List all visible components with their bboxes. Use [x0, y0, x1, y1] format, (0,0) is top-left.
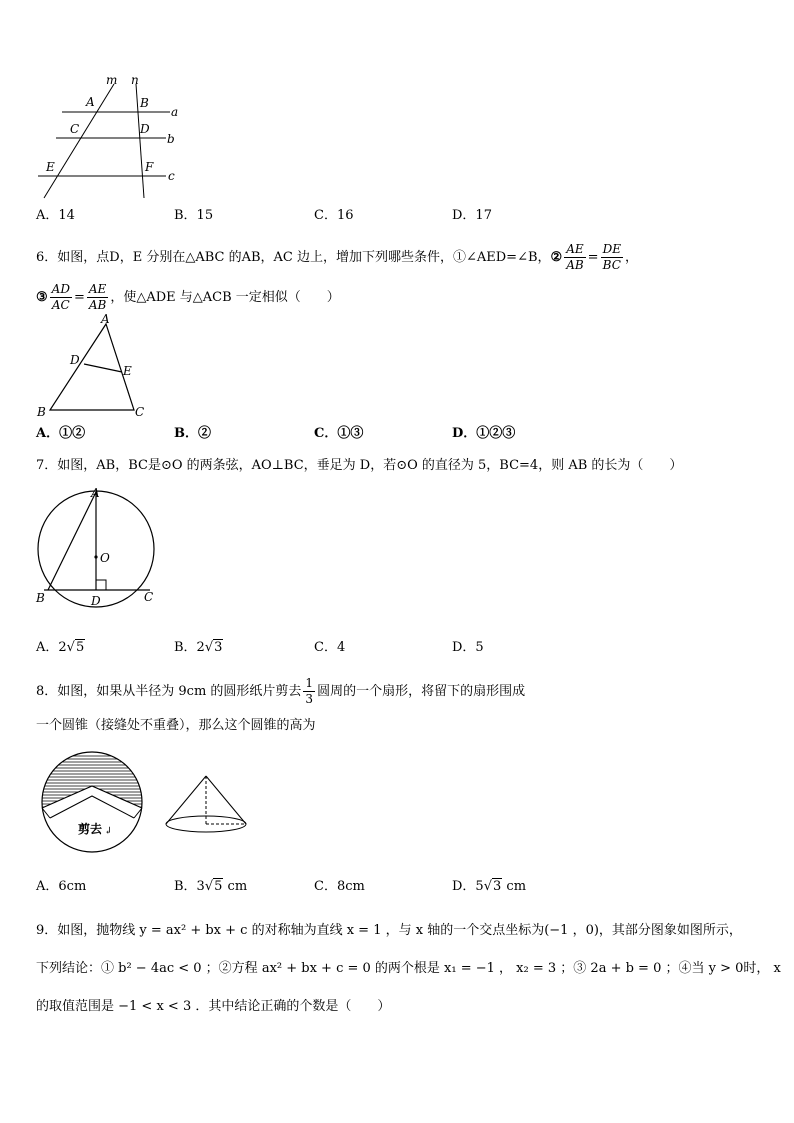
q7-label-D: D — [91, 594, 101, 608]
q5-label-F: F — [145, 160, 154, 174]
q6-frac-ad-ac: $\frac{AD}{AC}$ — [51, 282, 70, 312]
q6-frac-ae-ab-2: $\frac{AE}{AB}$ — [88, 282, 107, 312]
q8-stem-line1: 8．如图，如果从半径为 9cm 的圆形纸片剪去 $\frac{1}{3}$ 圆周的一个扇形，将留下的扇形围成 — [36, 676, 526, 706]
q6-option-c: C．①③ — [314, 426, 364, 441]
q9-stem-line2: 下列结论：① b² − 4ac < 0 ；②方程 ax² + bx + c = 0 的两个根是 x₁ = −1 ， x₂ = 3 ；③ 2a + b = 0 ；④当 y > 0时， x — [36, 961, 781, 976]
q7-label-O: O — [100, 551, 110, 565]
q6-stem-line1 — [36, 242, 638, 273]
q7-option-c: C．4 — [314, 640, 346, 655]
q7-label-B: B — [36, 591, 45, 605]
q8-stem-line2: 一个圆锥（接缝处不重叠），那么这个圆锥的高为 — [36, 718, 316, 733]
q6-option-b: B．② — [174, 426, 211, 441]
q6-frac-de-bc: $\frac{DE}{BC}$ — [602, 242, 621, 272]
q7-label-C: C — [144, 590, 154, 604]
q8-paper-circle-figure — [36, 748, 148, 856]
q8-option-d: D．5√3 cm — [452, 879, 527, 894]
q7-stem: 7．如图，AB，BC是⊙O 的两条弦，AO⊥BC，垂足为 D，若⊙O 的直径为 5，BC=4，则 AB 的长为（ ） — [36, 458, 683, 473]
q8-cut-label: 剪去 — [78, 822, 103, 836]
q5-label-m: m — [106, 73, 118, 87]
q6-option-d: D．①②③ — [452, 426, 516, 441]
q5-label-b: b — [167, 132, 175, 146]
q6-label-A: A — [101, 312, 110, 326]
q7-option-a: A．2√5 — [36, 640, 85, 655]
q5-label-a: a — [171, 105, 179, 119]
q6-option-a: A．①② — [36, 426, 86, 441]
q5-label-D: D — [140, 122, 150, 136]
q6-label-B: B — [37, 405, 46, 419]
q5-label-A: A — [86, 95, 95, 109]
q5-label-C: C — [70, 122, 80, 136]
q6-frac-ae-ab: $\frac{AE}{AB}$ — [566, 242, 584, 272]
q6-stem-line2 — [36, 282, 340, 313]
q5-option-d: D．17 — [452, 208, 492, 223]
q8-frac-one-third: $\frac{1}{3}$ — [305, 676, 314, 706]
q9-stem-line1: 9．如图，抛物线 y = ax² + bx + c 的对称轴为直线 x = 1 ，与 x 轴的一个交点坐标为(−1 ，0)，其部分图象如图所示， — [36, 923, 742, 938]
q7-label-A: A — [91, 486, 100, 500]
q6-cond2-mark: ② — [550, 250, 563, 265]
q8-return-mark-icon: ↲ — [104, 826, 113, 837]
q6-eq1: = — [587, 250, 599, 265]
q9-stem-line3: 的取值范围是 −1 < x < 3 ．其中结论正确的个数是（ ） — [36, 999, 391, 1014]
q6-eq2: = — [73, 290, 85, 305]
q6-comma: ， — [624, 250, 638, 265]
q6-label-E: E — [123, 364, 132, 378]
q5-option-c: C．16 — [314, 208, 354, 223]
q5-label-E: E — [46, 160, 55, 174]
q5-label-B: B — [140, 96, 149, 110]
q7-circle-figure — [30, 484, 170, 610]
q8-option-a: A．6cm — [36, 879, 87, 894]
q6-stem-pre: 6．如图，点D，E 分别在△ABC 的AB，AC 边上，增加下列哪些条件，①∠AED=∠B， — [36, 250, 551, 265]
q6-triangle-figure — [34, 312, 154, 420]
q7-option-d: D．5 — [452, 640, 484, 655]
q6-cond3-mark: ③ — [36, 290, 48, 305]
q8-option-b: B．3√5 cm — [174, 879, 248, 894]
q7-option-b: B．2√3 — [174, 640, 223, 655]
q5-option-a: A．14 — [36, 208, 75, 223]
q8-option-c: C．8cm — [314, 879, 365, 894]
q5-option-b: B．15 — [174, 208, 214, 223]
q8-cone-figure — [160, 772, 252, 838]
q6-label-C: C — [135, 405, 145, 419]
q5-label-c: c — [168, 169, 175, 183]
q6-label-D: D — [70, 353, 80, 367]
q5-label-n: n — [131, 73, 139, 87]
q5-parallel-lines-figure — [30, 70, 190, 202]
q6-stem-post: ，使△ADE 与△ACB 一定相似（ ） — [110, 290, 340, 305]
